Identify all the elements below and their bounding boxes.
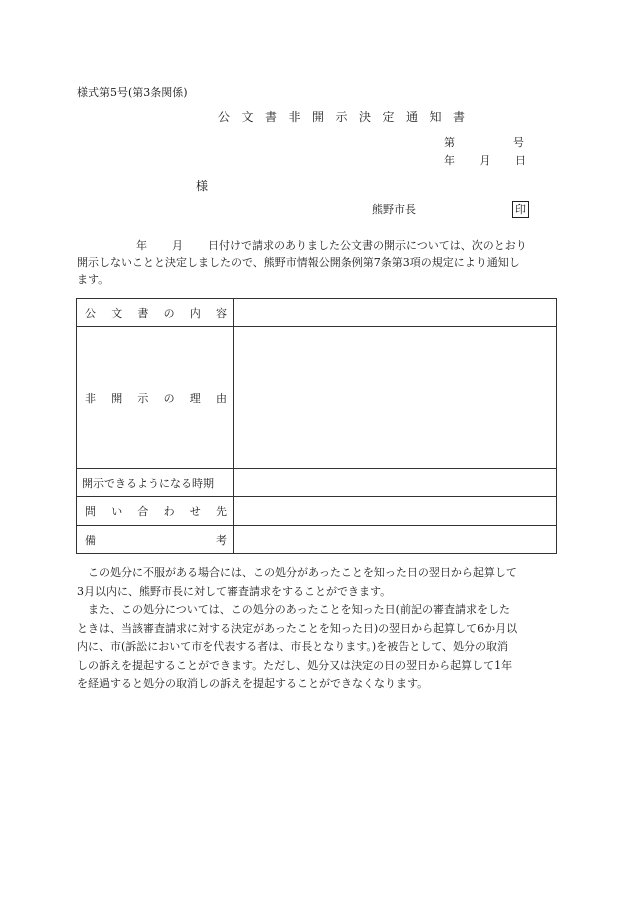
notes-line: また、この処分については、この処分のあったことを知った日(前記の審査請求をした bbox=[88, 603, 510, 616]
number-prefix: 第 bbox=[444, 136, 455, 149]
notes-line: この処分に不服がある場合には、この処分があったことを知った日の翌日から起算して bbox=[88, 566, 517, 579]
notes-line: を経過すると処分の取消しの訴えを提起することができなくなります。 bbox=[77, 677, 429, 690]
date-line bbox=[444, 155, 526, 166]
document-title: 公 文 書 非 開 示 決 定 通 知 書 bbox=[218, 110, 469, 124]
intro-paragraph bbox=[77, 237, 557, 288]
addressee-suffix: 様 bbox=[196, 179, 209, 193]
intro-year: 年 bbox=[136, 239, 147, 252]
intro-month: 月 bbox=[172, 239, 183, 252]
intro-day-text: 日付けで請求のありました公文書の開示については、次のとおり bbox=[208, 239, 527, 252]
date-year: 年 bbox=[444, 154, 455, 167]
table-row bbox=[77, 299, 557, 327]
appeal-notes bbox=[77, 564, 557, 694]
notes-line: 内に、市(訴訟において市を代表する者は、市長となります。)を被告として、処分の取消 bbox=[77, 640, 508, 653]
form-label: 様式第5号(第3条関係) bbox=[77, 86, 188, 99]
notes-line: しの訴えを提起することができます。ただし、処分又は決定の日の翌日から起算して1年 bbox=[77, 658, 513, 672]
remarks-field[interactable] bbox=[234, 526, 557, 554]
contact-field[interactable] bbox=[234, 497, 557, 526]
notes-line: 3月以内に、熊野市長に対して審査請求をすることができます。 bbox=[77, 584, 392, 598]
row-label: 問 い 合 わ せ 先 bbox=[77, 497, 234, 526]
table-row bbox=[77, 526, 557, 554]
table-row bbox=[77, 497, 557, 526]
table-row bbox=[77, 469, 557, 497]
intro-line-3: ます。 bbox=[77, 273, 110, 286]
intro-line-2: 開示しないことと決定しましたので、熊野市情報公開条例第7条第3項の規定により通知し bbox=[77, 256, 520, 269]
decision-table bbox=[76, 298, 557, 554]
issuer-name: 熊野市長 bbox=[372, 203, 416, 216]
date-day: 日 bbox=[515, 154, 526, 167]
non-disclosure-reason-field[interactable] bbox=[234, 327, 557, 469]
row-label: 備 考 bbox=[77, 526, 234, 554]
number-suffix: 号 bbox=[513, 136, 524, 149]
disclosure-timing-field[interactable] bbox=[234, 469, 557, 497]
seal-stamp: 印 bbox=[512, 201, 529, 218]
row-label: 公 文 書 の 内 容 bbox=[77, 299, 234, 327]
row-label: 非 開 示 の 理 由 bbox=[77, 327, 234, 469]
document-content-field[interactable] bbox=[234, 299, 557, 327]
row-label: 開示できるようになる時期 bbox=[77, 469, 234, 497]
date-month: 月 bbox=[479, 154, 491, 167]
table-row bbox=[77, 327, 557, 469]
notes-line: ときは、当該審査請求に対する決定があったことを知った日)の翌日から起算して6か月以 bbox=[77, 621, 518, 635]
intro-line-1 bbox=[77, 237, 557, 254]
document-number-line bbox=[444, 137, 524, 148]
